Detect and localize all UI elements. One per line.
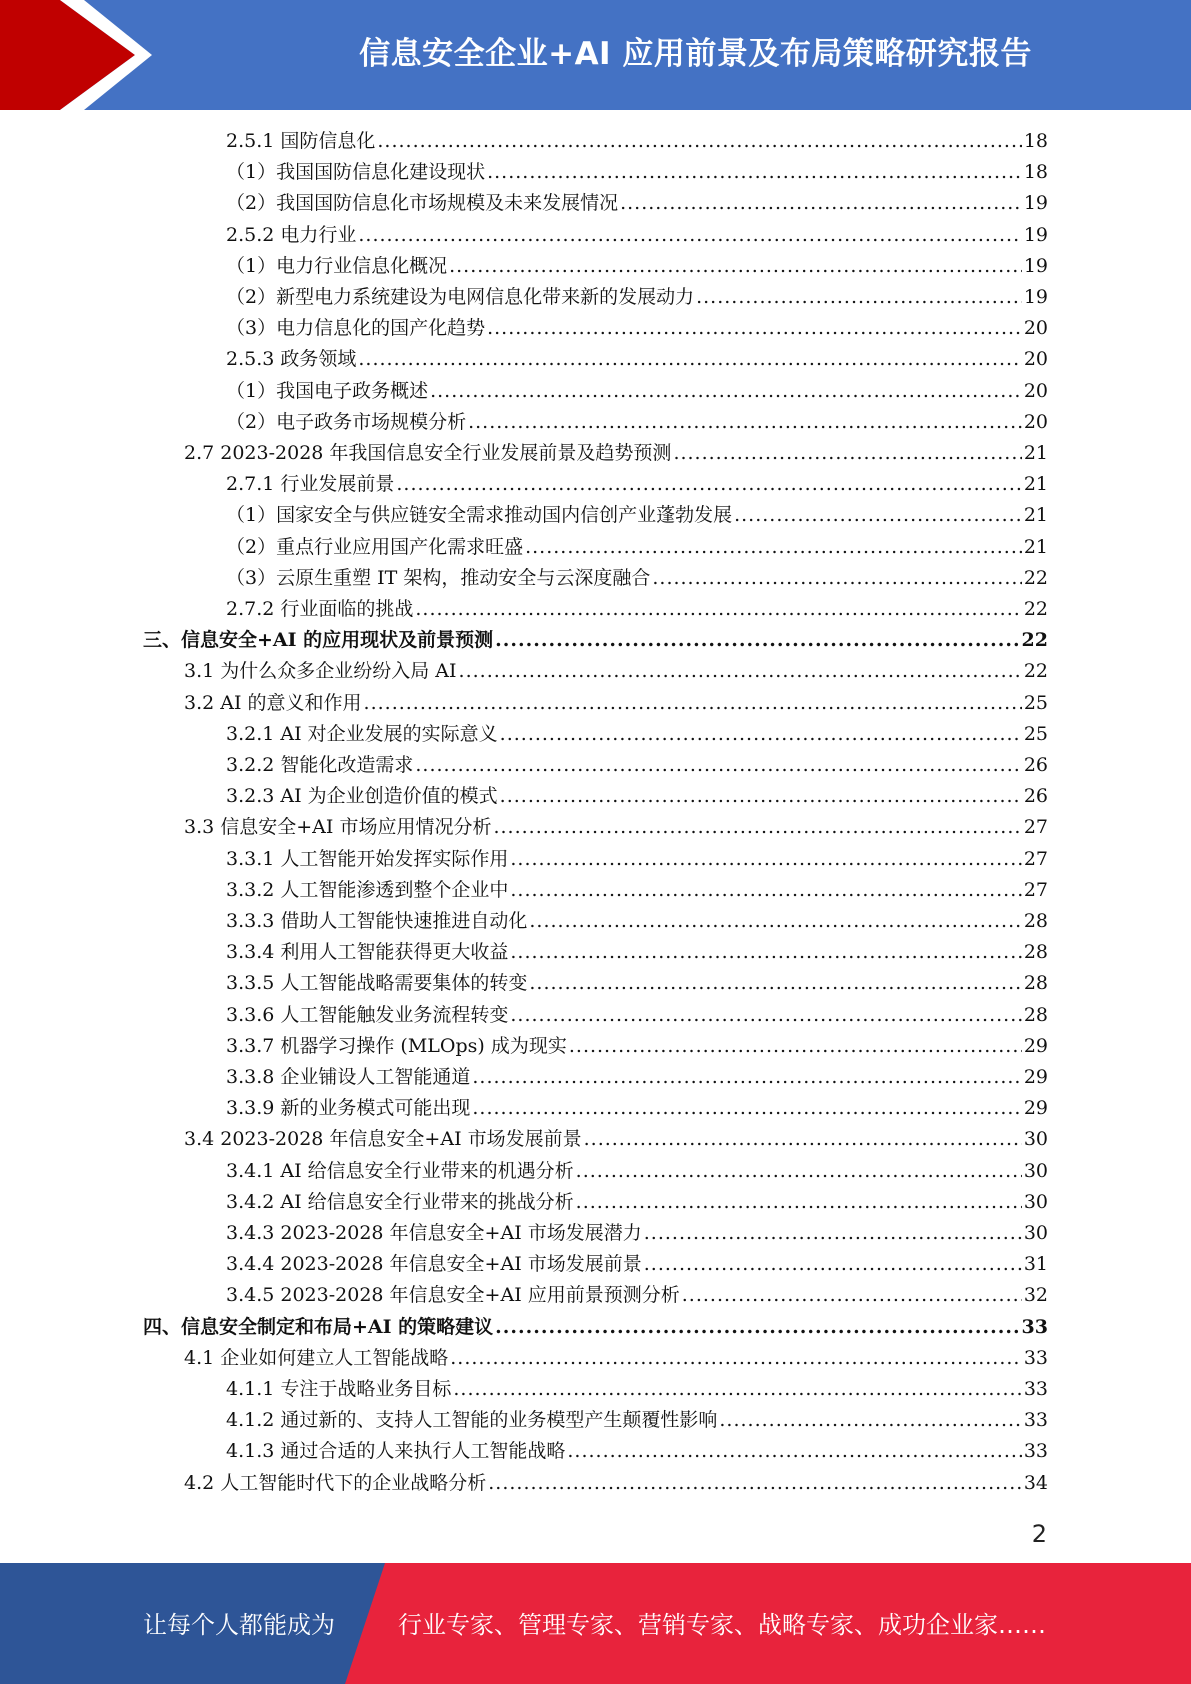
toc-dot-leader bbox=[377, 130, 1021, 152]
toc-dot-leader bbox=[525, 536, 1022, 558]
toc-dot-leader bbox=[453, 1378, 1021, 1400]
toc-entry-title: 3.4.1 AI 给信息安全行业带来的机遇分析 bbox=[226, 1159, 574, 1182]
toc-entry[interactable] bbox=[226, 906, 1048, 937]
toc-entry-title: 2.7 2023-2028 年我国信息安全行业发展前景及趋势预测 bbox=[184, 442, 672, 464]
toc-entry[interactable] bbox=[226, 1374, 1048, 1405]
toc-entry-page: 30 bbox=[1023, 1222, 1048, 1244]
toc-dot-leader bbox=[358, 348, 1021, 370]
toc-dot-leader bbox=[620, 192, 1022, 214]
toc-entry-page: 30 bbox=[1023, 1128, 1048, 1151]
toc-dot-leader bbox=[468, 411, 1022, 433]
toc-entry-page: 22 bbox=[1023, 598, 1048, 620]
toc-dot-leader bbox=[510, 848, 1021, 870]
page-header bbox=[0, 0, 1191, 110]
toc-entry-page: 20 bbox=[1023, 379, 1048, 402]
toc-entry-page: 29 bbox=[1023, 1097, 1048, 1120]
toc-dot-leader bbox=[673, 442, 1021, 464]
toc-entry[interactable] bbox=[226, 1000, 1048, 1031]
toc-entry-title: 3.3.6 人工智能触发业务流程转变 bbox=[226, 1003, 509, 1026]
toc-entry[interactable] bbox=[226, 968, 1048, 999]
toc-entry-title: （1）我国国防信息化建设现状 bbox=[226, 161, 486, 184]
footer-slogan-right: 行业专家、管理专家、营销专家、战略专家、成功企业家…… bbox=[398, 1611, 1046, 1639]
toc-entry-title: 3.3.8 企业铺设人工智能通道 bbox=[226, 1066, 471, 1088]
toc-entry-title: 4.1.2 通过新的、支持人工智能的业务模型产生颠覆性影响 bbox=[226, 1409, 718, 1432]
toc-entry-title: 3.4.4 2023-2028 年信息安全+AI 市场发展前景 bbox=[226, 1253, 642, 1276]
toc-entry-page: 21 bbox=[1023, 504, 1048, 527]
toc-dot-leader bbox=[576, 1191, 1022, 1213]
toc-entry-title: 四、信息安全制定和布局+AI 的策略建议 bbox=[143, 1315, 494, 1338]
toc-entry[interactable] bbox=[226, 313, 1048, 344]
toc-dot-leader bbox=[500, 785, 1022, 807]
toc-entry[interactable] bbox=[184, 1468, 1048, 1499]
toc-entry-title: 3.3.7 机器学习操作 (MLOps) 成为现实 bbox=[226, 1034, 567, 1057]
toc-entry-title: 3.3.4 利用人工智能获得更大收益 bbox=[226, 941, 509, 964]
toc-entry[interactable] bbox=[226, 1436, 1048, 1467]
toc-entry[interactable] bbox=[226, 594, 1048, 625]
toc-entry-page: 22 bbox=[1021, 629, 1048, 652]
toc-entry-title: 3.2.2 智能化改造需求 bbox=[226, 754, 414, 776]
toc-chapter-entry[interactable] bbox=[143, 1312, 1048, 1343]
toc-entry[interactable] bbox=[184, 656, 1048, 687]
toc-entry[interactable] bbox=[226, 1280, 1048, 1311]
toc-dot-leader bbox=[576, 1160, 1022, 1182]
toc-entry-page: 33 bbox=[1021, 1315, 1048, 1338]
toc-dot-leader bbox=[696, 286, 1022, 308]
toc-entry[interactable] bbox=[226, 1218, 1048, 1249]
toc-entry-title: （3）电力信息化的国产化趋势 bbox=[226, 317, 486, 340]
toc-entry-title: 2.7.1 行业发展前景 bbox=[226, 473, 395, 496]
toc-entry-page: 19 bbox=[1023, 192, 1048, 215]
toc-entry-title: 3.3.5 人工智能战略需要集体的转变 bbox=[226, 972, 528, 995]
toc-entry[interactable] bbox=[226, 750, 1048, 781]
toc-entry-page: 18 bbox=[1023, 161, 1048, 184]
toc-entry-title: 3.2.3 AI 为企业创造价值的模式 bbox=[226, 785, 498, 808]
toc-entry[interactable] bbox=[226, 1249, 1048, 1280]
toc-dot-leader bbox=[472, 1097, 1021, 1119]
toc-entry-title: 4.1.3 通过合适的人来执行人工智能战略 bbox=[226, 1440, 566, 1463]
toc-entry[interactable] bbox=[226, 875, 1048, 906]
toc-entry[interactable] bbox=[226, 1156, 1048, 1187]
toc-dot-leader bbox=[364, 692, 1022, 714]
toc-dot-leader bbox=[487, 317, 1022, 339]
toc-dot-leader bbox=[495, 1316, 1019, 1338]
toc-entry-page: 20 bbox=[1023, 317, 1048, 340]
footer-slogan-left: 让每个人都能成为 bbox=[143, 1611, 335, 1639]
toc-chapter-entry[interactable] bbox=[143, 625, 1048, 656]
toc-entry-page: 27 bbox=[1023, 847, 1048, 870]
toc-entry[interactable] bbox=[226, 1062, 1048, 1093]
toc-dot-leader bbox=[529, 972, 1021, 994]
toc-entry[interactable] bbox=[226, 532, 1048, 563]
toc-entry[interactable] bbox=[226, 844, 1048, 875]
toc-dot-leader bbox=[682, 1284, 1022, 1306]
toc-entry-page: 33 bbox=[1023, 1440, 1048, 1463]
toc-entry[interactable] bbox=[226, 563, 1048, 594]
toc-entry-title: 3.2.1 AI 对企业发展的实际意义 bbox=[226, 722, 498, 745]
toc-entry-page: 33 bbox=[1023, 1346, 1048, 1369]
toc-entry-title: 4.2 人工智能时代下的企业战略分析 bbox=[184, 1471, 487, 1494]
toc-entry[interactable] bbox=[226, 1187, 1048, 1218]
toc-entry[interactable] bbox=[184, 1124, 1048, 1155]
toc-entry-page: 26 bbox=[1023, 785, 1048, 808]
toc-entry-title: 2.5.3 政务领域 bbox=[226, 348, 357, 371]
toc-dot-leader bbox=[488, 1472, 1022, 1494]
toc-entry-page: 26 bbox=[1023, 754, 1048, 776]
toc-entry-title: 3.3.1 人工智能开始发挥实际作用 bbox=[226, 847, 509, 870]
toc-entry-title: 3.4.3 2023-2028 年信息安全+AI 市场发展潜力 bbox=[226, 1222, 642, 1244]
toc-entry-page: 33 bbox=[1023, 1409, 1048, 1432]
toc-entry-page: 29 bbox=[1023, 1066, 1048, 1088]
toc-entry[interactable] bbox=[226, 376, 1048, 407]
toc-entry-title: （1）国家安全与供应链安全需求推动国内信创产业蓬勃发展 bbox=[226, 504, 733, 527]
toc-dot-leader bbox=[719, 1409, 1021, 1431]
toc-entry-page: 28 bbox=[1023, 1003, 1048, 1026]
toc-dot-leader bbox=[472, 1066, 1021, 1088]
toc-entry-title: 3.2 AI 的意义和作用 bbox=[184, 691, 362, 714]
page-number: 2 bbox=[1031, 1520, 1047, 1548]
toc-entry-page: 20 bbox=[1023, 410, 1048, 433]
toc-entry-page: 19 bbox=[1023, 286, 1048, 308]
toc-entry-page: 19 bbox=[1023, 223, 1048, 246]
toc-entry[interactable] bbox=[226, 469, 1048, 500]
toc-entry[interactable] bbox=[226, 719, 1048, 750]
toc-dot-leader bbox=[644, 1222, 1022, 1244]
toc-entry-title: 4.1.1 专注于战略业务目标 bbox=[226, 1378, 452, 1400]
toc-entry-page: 31 bbox=[1023, 1253, 1048, 1276]
toc-entry-page: 28 bbox=[1023, 972, 1048, 995]
toc-entry[interactable] bbox=[226, 1405, 1048, 1436]
toc-dot-leader bbox=[644, 1253, 1022, 1275]
toc-entry-page: 29 bbox=[1023, 1034, 1048, 1057]
toc-dot-leader bbox=[487, 161, 1022, 183]
toc-entry-title: （1）我国电子政务概述 bbox=[226, 379, 429, 402]
toc-entry[interactable] bbox=[226, 251, 1048, 282]
toc-entry-title: （2）重点行业应用国产化需求旺盛 bbox=[226, 535, 524, 558]
toc-dot-leader bbox=[652, 567, 1021, 589]
toc-dot-leader bbox=[430, 380, 1022, 402]
toc-dot-leader bbox=[734, 504, 1022, 526]
toc-entry-title: （2）我国国防信息化市场规模及未来发展情况 bbox=[226, 192, 619, 215]
toc-entry-page: 30 bbox=[1023, 1190, 1048, 1213]
toc-entry[interactable] bbox=[226, 220, 1048, 251]
toc-entry-page: 30 bbox=[1023, 1159, 1048, 1182]
toc-entry-page: 21 bbox=[1023, 535, 1048, 558]
toc-dot-leader bbox=[510, 879, 1021, 901]
toc-entry-page: 19 bbox=[1023, 254, 1048, 277]
toc-entry-title: 3.3.3 借助人工智能快速推进自动化 bbox=[226, 910, 528, 932]
toc-dot-leader bbox=[584, 1128, 1022, 1150]
toc-entry-page: 25 bbox=[1023, 722, 1048, 745]
toc-dot-leader bbox=[567, 1440, 1021, 1462]
toc-entry-title: （2）新型电力系统建设为电网信息化带来新的发展动力 bbox=[226, 286, 695, 308]
toc-entry-title: 3.4 2023-2028 年信息安全+AI 市场发展前景 bbox=[184, 1128, 582, 1151]
toc-entry-title: （1）电力行业信息化概况 bbox=[226, 254, 448, 277]
toc-entry[interactable] bbox=[226, 407, 1048, 438]
toc-entry[interactable] bbox=[184, 1343, 1048, 1374]
toc-dot-leader bbox=[500, 723, 1022, 745]
toc-entry-page: 18 bbox=[1023, 130, 1048, 152]
toc-entry-title: 2.5.1 国防信息化 bbox=[226, 130, 376, 152]
toc-entry-page: 34 bbox=[1023, 1471, 1048, 1494]
toc-entry-page: 25 bbox=[1023, 691, 1048, 714]
toc-entry-page: 21 bbox=[1023, 473, 1048, 496]
toc-entry[interactable] bbox=[184, 688, 1048, 719]
toc-entry[interactable] bbox=[226, 126, 1048, 157]
toc-entry-page: 20 bbox=[1023, 348, 1048, 371]
toc-entry-page: 28 bbox=[1023, 910, 1048, 932]
toc-dot-leader bbox=[529, 910, 1021, 932]
toc-dot-leader bbox=[450, 1347, 1022, 1369]
toc-entry[interactable] bbox=[184, 812, 1048, 843]
toc-entry-title: 3.3.2 人工智能渗透到整个企业中 bbox=[226, 878, 509, 901]
toc-entry[interactable] bbox=[226, 937, 1048, 968]
toc-dot-leader bbox=[415, 754, 1021, 776]
toc-entry-title: 3.4.5 2023-2028 年信息安全+AI 应用前景预测分析 bbox=[226, 1284, 680, 1307]
toc-dot-leader bbox=[396, 473, 1021, 495]
page-footer bbox=[0, 1563, 1191, 1684]
toc-entry-page: 22 bbox=[1023, 566, 1048, 589]
toc-entry[interactable] bbox=[226, 282, 1048, 313]
toc-dot-leader bbox=[459, 660, 1022, 682]
toc-entry-title: 4.1 企业如何建立人工智能战略 bbox=[184, 1346, 449, 1369]
toc-entry[interactable] bbox=[184, 438, 1048, 469]
toc-entry-title: 2.5.2 电力行业 bbox=[226, 223, 357, 246]
toc-entry-page: 27 bbox=[1023, 878, 1048, 901]
toc-dot-leader bbox=[495, 629, 1019, 651]
toc-dot-leader bbox=[510, 1004, 1021, 1026]
report-title: 信息安全企业+AI 应用前景及布局策略研究报告 bbox=[359, 36, 1032, 72]
toc-entry-title: （3）云原生重塑 IT 架构，推动安全与云深度融合 bbox=[226, 566, 651, 589]
toc-dot-leader bbox=[493, 816, 1021, 838]
toc-dot-leader bbox=[449, 255, 1022, 277]
toc-dot-leader bbox=[510, 941, 1021, 963]
toc-dot-leader bbox=[569, 1035, 1022, 1057]
toc-entry-page: 27 bbox=[1023, 816, 1048, 839]
toc-entry-page: 32 bbox=[1023, 1284, 1048, 1307]
toc-entry[interactable] bbox=[226, 500, 1048, 531]
toc-entry-title: 2.7.2 行业面临的挑战 bbox=[226, 598, 414, 620]
toc-entry-title: 3.1 为什么众多企业纷纷入局 AI bbox=[184, 660, 457, 683]
toc-entry-title: （2）电子政务市场规模分析 bbox=[226, 410, 467, 433]
toc-entry-page: 33 bbox=[1023, 1378, 1048, 1400]
toc-entry[interactable] bbox=[226, 188, 1048, 219]
toc-dot-leader bbox=[358, 224, 1021, 246]
toc-entry-title: 三、信息安全+AI 的应用现状及前景预测 bbox=[143, 629, 494, 652]
toc-entry[interactable] bbox=[226, 157, 1048, 188]
toc-entry-title: 3.3 信息安全+AI 市场应用情况分析 bbox=[184, 816, 492, 839]
toc-entry-title: 3.3.9 新的业务模式可能出现 bbox=[226, 1097, 471, 1120]
toc-entry[interactable] bbox=[226, 1093, 1048, 1124]
toc-entry-page: 21 bbox=[1023, 442, 1048, 464]
toc-entry[interactable] bbox=[226, 1031, 1048, 1062]
toc-entry[interactable] bbox=[226, 781, 1048, 812]
toc-entry-page: 22 bbox=[1023, 660, 1048, 683]
toc-entry-title: 3.4.2 AI 给信息安全行业带来的挑战分析 bbox=[226, 1190, 574, 1213]
toc-entry[interactable] bbox=[226, 344, 1048, 375]
toc-dot-leader bbox=[415, 598, 1021, 620]
toc-entry-page: 28 bbox=[1023, 941, 1048, 964]
